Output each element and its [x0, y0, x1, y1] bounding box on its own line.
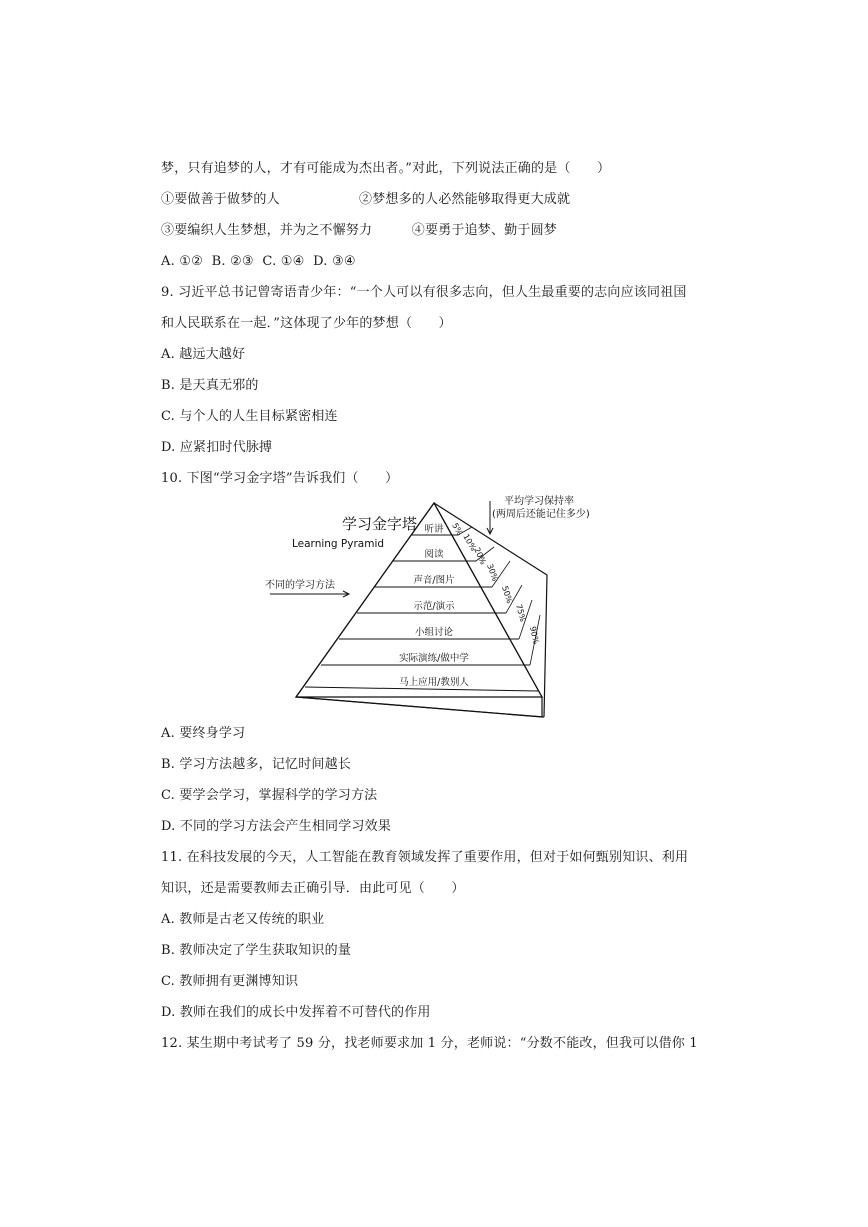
level-3-rate: 20%	[472, 546, 488, 566]
text-line-q9-c: C. 与个人的人生目标紧密相连	[161, 409, 338, 424]
level-5-rate: 50%	[500, 584, 515, 605]
level-7-rate: 90%	[528, 625, 541, 645]
text-line-q10-stem: 10. 下图“学习金字塔”告诉我们（ ）	[161, 471, 399, 486]
level-1-rate: 5%	[450, 521, 465, 538]
text-line-q11-d: D. 教师在我们的成长中发挥着不可替代的作用	[161, 1005, 431, 1020]
level-4-rate: 30%	[485, 562, 500, 583]
pyramid-title: 学习金字塔	[342, 515, 418, 533]
text-line-q8-options-3-4: ③要编织人生梦想，并为之不懈努力 ④要勇于追梦、勤于圆梦	[161, 223, 558, 238]
pyramid-band-lines	[305, 532, 538, 691]
text-line-q11-b: B. 教师决定了学生获取知识的量	[161, 943, 352, 958]
level-6-method: 实际演练/做中学	[399, 653, 469, 664]
text-line-q11-stem: 11. 在科技发展的今天，人工智能在教育领域发挥了重要作用，但对于如何甄别知识、利用	[161, 850, 689, 865]
text-line-q12-stem: 12. 某生期中考试考了 59 分，找老师要求加 1 分，老师说：“分数不能改，但我可以借你 1	[161, 1036, 698, 1051]
retention-label-line1: 平均学习保持率	[504, 496, 574, 507]
text-line-q9-stem: 9. 习近平总书记曾寄语青少年：“一个人可以有很多志向，但人生最重要的志向应该同祖国	[161, 285, 687, 300]
text-line-q10-d: D. 不同的学习方法会产生相同学习效果	[161, 819, 392, 834]
level-7-method: 马上应用/教别人	[399, 677, 469, 688]
text-line-q8-choices: A. ①② B. ②③ C. ①④ D. ③④	[161, 254, 356, 269]
level-3-method: 声音/图片	[413, 575, 455, 586]
level-5-method: 小组讨论	[414, 627, 454, 638]
pyramid-right-edge	[544, 575, 547, 717]
pyramid-base-edge	[296, 697, 544, 717]
text-line-q8-stem: 梦，只有追梦的人，才有可能成为杰出者。”对此，下列说法正确的是（ ）	[161, 161, 611, 176]
text-line-q8-options-1-2: ①要做善于做梦的人 ②梦想多的人必然能够取得更大成就	[161, 192, 571, 207]
level-6-rate: 75%	[514, 603, 528, 623]
level-1-method: 听讲	[424, 524, 444, 535]
text-line-q9-b: B. 是天真无邪的	[161, 378, 259, 393]
text-line-q9-a: A. 越远大越好	[161, 347, 246, 362]
text-line-q10-a: A. 要终身学习	[161, 726, 246, 741]
text-line-q10-c: C. 要学会学习，掌握科学的学习方法	[161, 788, 378, 803]
text-line-q9-d: D. 应紧扣时代脉搏	[161, 440, 273, 455]
pyramid-subtitle: Learning Pyramid	[292, 538, 385, 550]
level-2-rate: 10%	[461, 532, 478, 553]
text-line-q11-stem-cont: 知识，还是需要教师去正确引导．由此可见（ ）	[161, 881, 465, 896]
level-4-method: 示范/演示	[413, 601, 455, 612]
learning-pyramid-figure	[262, 495, 590, 720]
level-2-method: 阅读	[424, 549, 444, 560]
methods-label: 不同的学习方法	[265, 580, 335, 591]
retention-label-line2: (两周后还能记住多少)	[492, 509, 590, 520]
text-line-q11-a: A. 教师是古老又传统的职业	[161, 912, 325, 927]
text-line-q10-b: B. 学习方法越多，记忆时间越长	[161, 757, 352, 772]
text-line-q11-c: C. 教师拥有更渊博知识	[161, 974, 299, 989]
text-line-q9-stem-cont: 和人民联系在一起．”这体现了少年的梦想（ ）	[161, 316, 452, 331]
methods-arrow-icon	[270, 591, 349, 597]
